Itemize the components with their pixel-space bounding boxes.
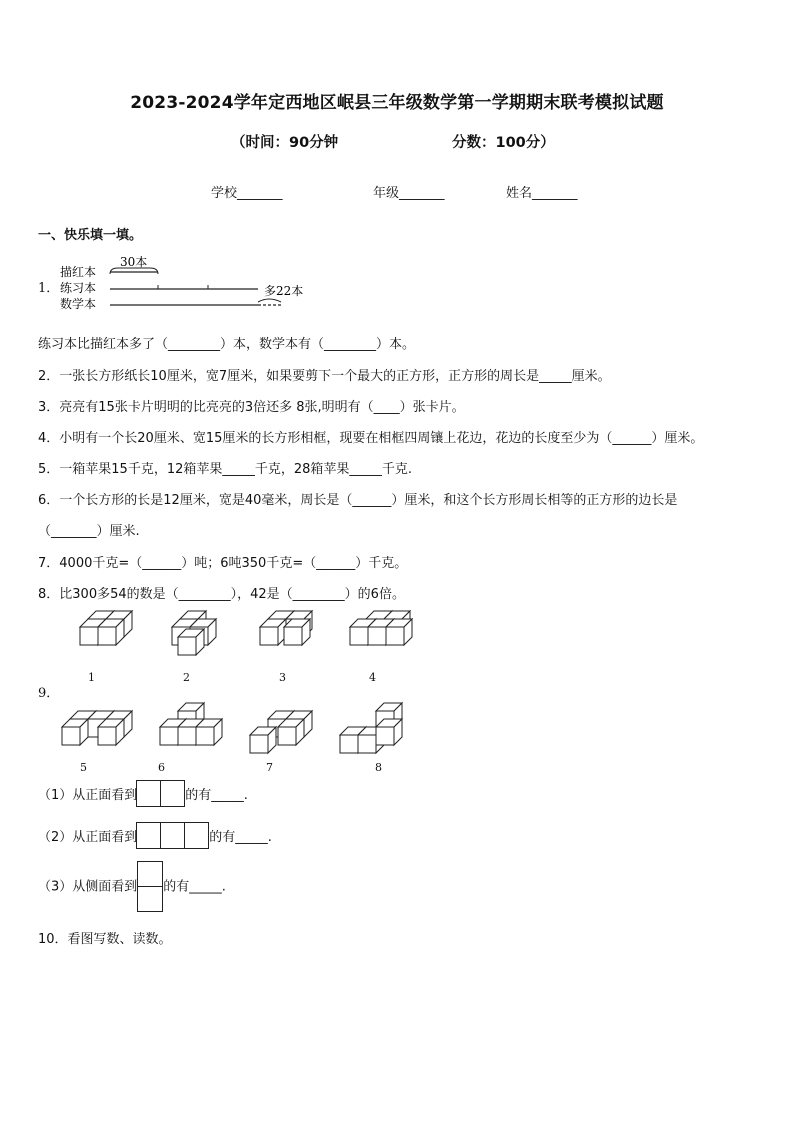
cube-figure-2: [172, 611, 216, 655]
figure-label-3: 3: [279, 671, 286, 684]
time-info: （时间：90分钟: [231, 135, 339, 151]
cube-figure-8: [340, 703, 402, 753]
q9-sub2-suffix: 的有_____.: [209, 830, 272, 845]
grade-field: 年级_______: [373, 186, 445, 201]
figure-label-5: 5: [80, 761, 87, 774]
q9-number: 9．: [38, 686, 60, 701]
q1-text: 练习本比描红本多了（________）本，数学本有（________）本。: [38, 337, 416, 352]
q9-sub3-suffix: 的有_____.: [163, 879, 226, 895]
cube-figure-5: [62, 711, 132, 745]
q9-sub1-prefix: （1）从正面看到: [38, 788, 138, 803]
figure-label-1: 1: [88, 671, 95, 684]
section-heading: 一、快乐填一填。: [38, 228, 143, 243]
figure-label-4: 4: [369, 671, 376, 684]
figure-label-6: 6: [158, 761, 165, 774]
q6-text-line2: （_______）厘米.: [38, 524, 140, 539]
cube-figure-4: [350, 611, 412, 645]
q6-text-line1: 6．一个长方形的长是12厘米，宽是40毫米，周长是（______）厘米，和这个长方形周长相等的正方形的边长是: [38, 493, 678, 508]
q5-text: 5．一箱苹果15千克，12箱苹果_____千克，28箱苹果_____千克.: [38, 462, 413, 477]
q9-sub2-prefix: （2）从正面看到: [38, 830, 138, 845]
q4-text: 4．小明有一个长20厘米、宽15厘米的长方形相框，现要在相框四周镶上花边，花边的长度至少为（______）厘米。: [38, 431, 704, 446]
side-view-two-stacked-squares: [137, 862, 163, 912]
q2-text: 2．一张长方形纸长10厘米，宽7厘米，如果要剪下一个最大的正方形，正方形的周长是_____厘米。: [38, 369, 611, 384]
figure-label-2: 2: [183, 671, 190, 684]
cube-figure-3: [260, 611, 312, 645]
cube-figure-7: [250, 711, 312, 753]
page-title: 2023-2024学年定西地区岷县三年级数学第一学期期末联考模拟试题: [130, 93, 664, 113]
score-info: 分数：100分）: [452, 135, 555, 151]
q1-label-mid: 练习本: [60, 281, 97, 295]
q8-text: 8．比300多54的数是（________），42是（________）的6倍。: [38, 587, 405, 602]
q3-text: 3．亮亮有15张卡片明明的比亮亮的3倍还多 8张,明明有（____）张卡片。: [38, 400, 465, 415]
q1-brace-right: [258, 299, 281, 302]
figure-label-7: 7: [266, 761, 273, 774]
q9-sub1-suffix: 的有_____.: [185, 788, 248, 803]
front-view-three-squares: [137, 822, 209, 853]
q9-sub3: [38, 862, 226, 912]
name-field: 姓名_______: [506, 186, 578, 201]
q1-line-diagram: [58, 252, 318, 314]
cube-figure-1: [80, 611, 132, 645]
q1-top-note: 30本: [120, 255, 148, 269]
cube-figure-6: [160, 703, 222, 745]
figure-label-8: 8: [375, 761, 382, 774]
q10-text: 10．看图写数、读数。: [38, 932, 172, 947]
q1-label-top: 描红本: [60, 265, 97, 279]
q9-cube-figures: [50, 606, 430, 776]
q9-sub2: [38, 822, 272, 853]
q1-number: 1．: [38, 281, 60, 296]
school-field: 学校_______: [211, 186, 283, 201]
q1-right-note: 多22本: [264, 284, 304, 298]
front-view-two-squares: [137, 780, 185, 811]
q9-sub1: [38, 780, 248, 811]
q1-label-bot: 数学本: [60, 297, 97, 311]
q7-text: 7．4000千克=（______）吨；6吨350千克=（______）千克。: [38, 556, 408, 571]
q9-sub3-prefix: （3）从侧面看到: [38, 879, 138, 895]
